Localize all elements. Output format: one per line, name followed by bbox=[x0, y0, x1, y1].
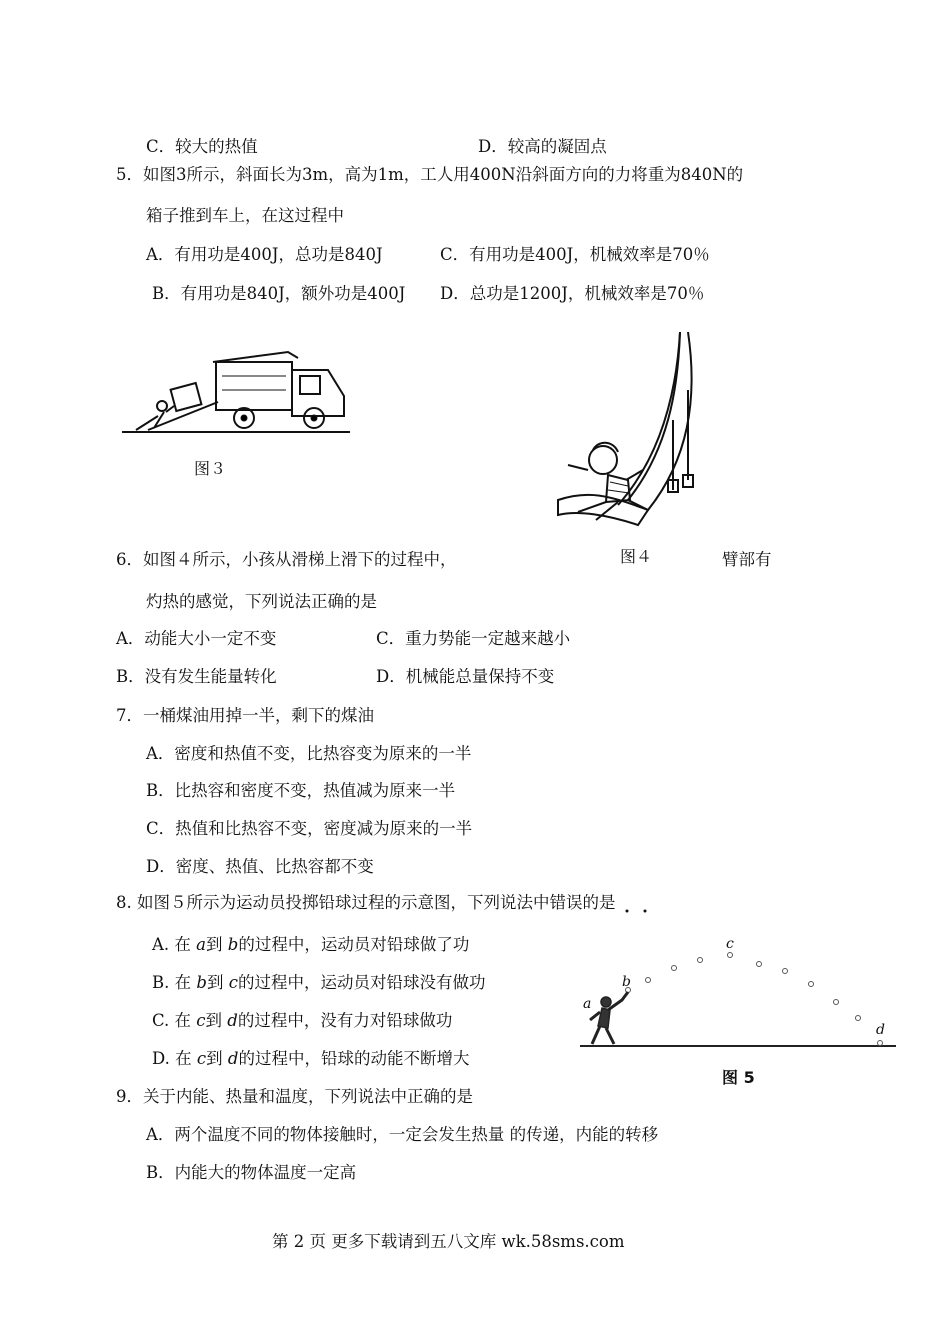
q8-option-c: C. 在 c到 d的过程中，没有力对铅球做功 bbox=[152, 1011, 453, 1030]
figure-3-truck-ramp bbox=[118, 346, 358, 438]
fig5-label-d: d bbox=[876, 1022, 885, 1038]
figure-5-shot-put bbox=[578, 930, 898, 1055]
q5-stem-line2: 箱子推到车上，在这过程中 bbox=[146, 206, 344, 225]
q8-option-d: D. 在 c到 d的过程中，铅球的动能不断增大 bbox=[152, 1049, 470, 1068]
figure-5-caption: 图 5 bbox=[722, 1068, 755, 1087]
q7-option-c: C．热值和比热容不变，密度减为原来的一半 bbox=[146, 819, 473, 838]
q8-stem: 8. 如图５所示为运动员投掷铅球过程的示意图，下列说法中错误的是 bbox=[116, 893, 616, 912]
figure-3-caption: 图３ bbox=[194, 459, 227, 478]
q6-option-c: C．重力势能一定越来越小 bbox=[376, 629, 571, 648]
emphasis-dots bbox=[622, 908, 652, 914]
q6-stem-line1: 6．如图４所示，小孩从滑梯上滑下的过程中， bbox=[116, 550, 457, 569]
q9-stem: 9．关于内能、热量和温度，下列说法中正确的是 bbox=[116, 1087, 473, 1106]
q8-option-b: B. 在 b到 c的过程中，运动员对铅球没有做功 bbox=[152, 973, 486, 992]
q4-option-d: D．较高的凝固点 bbox=[478, 137, 607, 156]
q5-option-a: A．有用功是400J，总功是840J bbox=[146, 245, 383, 264]
q5-stem-line1: 5．如图3所示，斜面长为3m，高为1m，工人用400N沿斜面方向的力将重为840N的 bbox=[116, 165, 744, 184]
page-footer: 第 2 页 更多下载请到五八文库 wk.58sms.com bbox=[272, 1232, 625, 1251]
fig5-label-c: c bbox=[726, 936, 734, 952]
q9-option-b: B．内能大的物体温度一定高 bbox=[146, 1163, 357, 1182]
q5-option-c: C．有用功是400J，机械效率是70％ bbox=[440, 245, 710, 264]
q7-stem: 7．一桶煤油用掉一半，剩下的煤油 bbox=[116, 706, 374, 725]
q7-option-d: D．密度、热值、比热容都不变 bbox=[146, 857, 374, 876]
q4-option-c: C．较大的热值 bbox=[146, 137, 258, 156]
fig5-label-b: b bbox=[622, 974, 631, 990]
figure-4-caption: 图４ bbox=[620, 547, 653, 566]
q6-option-b: B．没有发生能量转化 bbox=[116, 667, 277, 686]
q6-option-d: D．机械能总量保持不变 bbox=[376, 667, 555, 686]
q6-option-a: A．动能大小一定不变 bbox=[116, 629, 277, 648]
q9-option-a: A．两个温度不同的物体接触时，一定会发生热量 的传递，内能的转移 bbox=[146, 1125, 659, 1144]
q5-option-d: D．总功是1200J，机械效率是70％ bbox=[440, 284, 705, 303]
q6-stem-tail: 臂部有 bbox=[722, 550, 772, 569]
q6-stem-line2: 灼热的感觉，下列说法正确的是 bbox=[146, 592, 377, 611]
q7-option-a: A．密度和热值不变，比热容变为原来的一半 bbox=[146, 744, 472, 763]
q8-option-a: A. 在 a到 b的过程中，运动员对铅球做了功 bbox=[152, 935, 470, 954]
fig5-label-a: a bbox=[583, 996, 592, 1012]
q7-option-b: B．比热容和密度不变，热值减为原来一半 bbox=[146, 781, 456, 800]
q5-option-b: B．有用功是840J，额外功是400J bbox=[152, 284, 406, 303]
figure-4-slide bbox=[548, 330, 708, 530]
